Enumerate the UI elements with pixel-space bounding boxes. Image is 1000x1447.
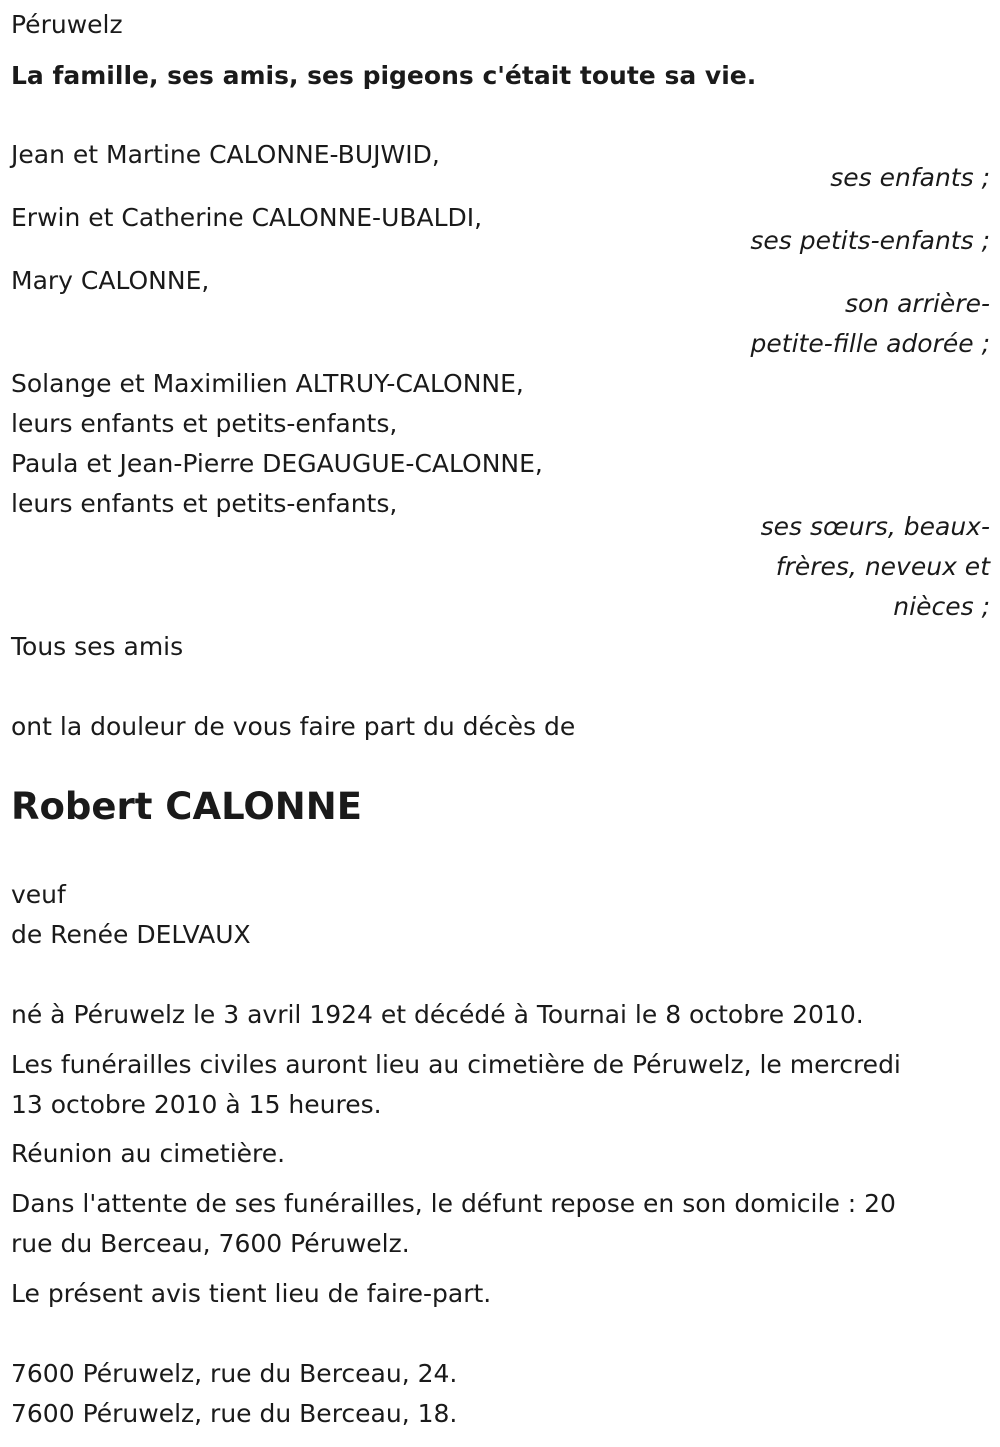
- sibling-line: leurs enfants et petits-enfants,: [11, 409, 398, 438]
- relation-grandchildren: ses petits-enfants ;: [750, 226, 990, 255]
- family-line-children: Jean et Martine CALONNE-BUJWID,: [11, 140, 440, 169]
- notice-line: Le présent avis tient lieu de faire-part.: [11, 1279, 492, 1308]
- city-heading: Péruwelz: [11, 10, 123, 39]
- deceased-name: Robert CALONNE: [11, 785, 363, 828]
- family-line-grandchildren: Erwin et Catherine CALONNE-UBALDI,: [11, 203, 483, 232]
- relation-great-granddaughter-1: son arrière-: [845, 289, 990, 318]
- address-line: 7600 Péruwelz, rue du Berceau, 24.: [11, 1359, 458, 1388]
- rest-line-2: rue du Berceau, 7600 Péruwelz.: [11, 1229, 410, 1258]
- sibling-line: Solange et Maximilien ALTRUY-CALONNE,: [11, 369, 524, 398]
- funeral-line-2: 13 octobre 2010 à 15 heures.: [11, 1090, 382, 1119]
- widower-spouse-line: de Renée DELVAUX: [11, 920, 251, 949]
- relation-siblings-2: frères, neveux et: [775, 552, 990, 581]
- widower-line: veuf: [11, 880, 66, 909]
- relation-siblings-1: ses sœurs, beaux-: [760, 512, 990, 541]
- rest-line-1: Dans l'attente de ses funérailles, le défunt repose en son domicile : 20: [11, 1189, 896, 1218]
- relation-great-granddaughter-2: petite-fille adorée ;: [750, 329, 990, 358]
- relation-siblings-3: nièces ;: [893, 592, 990, 621]
- announcement: ont la douleur de vous faire part du décès de: [11, 712, 576, 741]
- sibling-line: Paula et Jean-Pierre DEGAUGUE-CALONNE,: [11, 449, 543, 478]
- funeral-line-1: Les funérailles civiles auront lieu au cimetière de Péruwelz, le mercredi: [11, 1050, 901, 1079]
- family-line-great-granddaughter: Mary CALONNE,: [11, 266, 210, 295]
- sibling-line: leurs enfants et petits-enfants,: [11, 489, 398, 518]
- birth-death-line: né à Péruwelz le 3 avril 1924 et décédé à Tournai le 8 octobre 2010.: [11, 1000, 864, 1029]
- address-line: 7600 Péruwelz, rue du Berceau, 18.: [11, 1399, 458, 1428]
- relation-children: ses enfants ;: [830, 163, 990, 192]
- motto: La famille, ses amis, ses pigeons c'était toute sa vie.: [11, 61, 757, 90]
- friends-line: Tous ses amis: [11, 632, 184, 661]
- meeting-line: Réunion au cimetière.: [11, 1139, 286, 1168]
